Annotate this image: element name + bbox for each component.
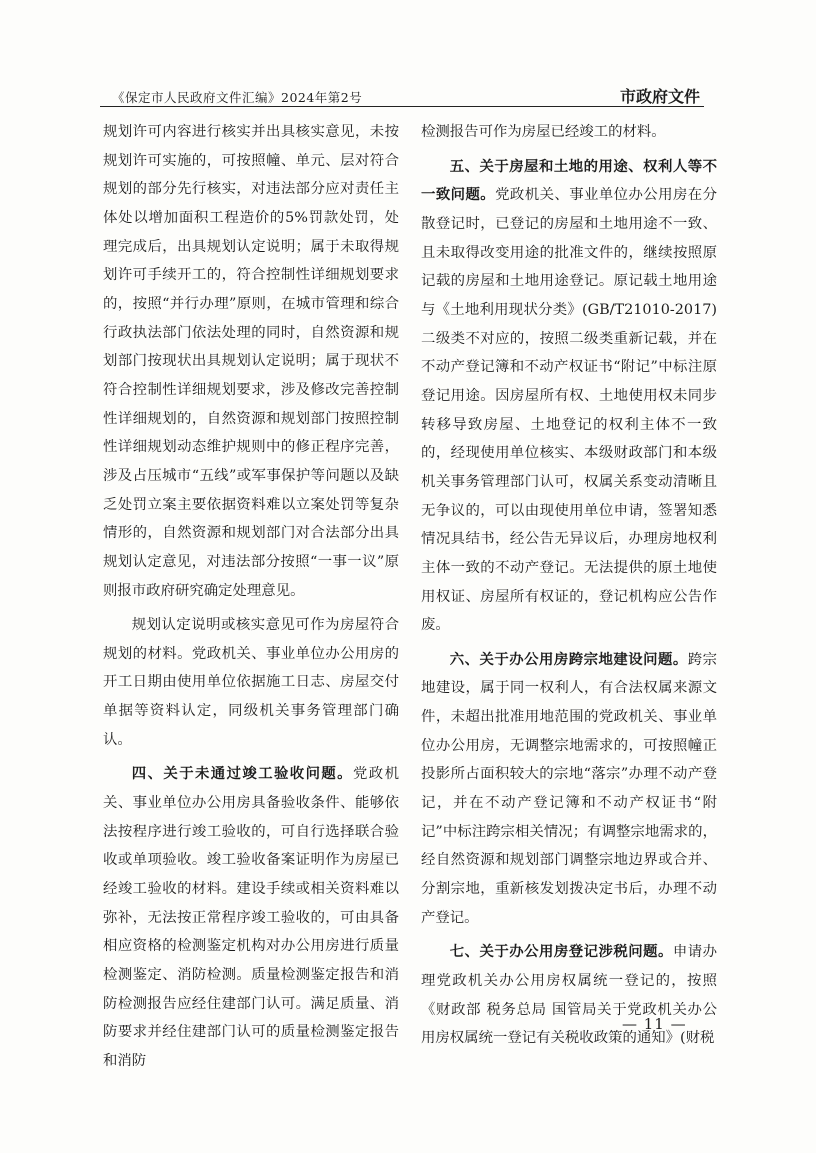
publication-title: 《保定市人民政府文件汇编》2024年第2号 — [112, 90, 363, 105]
paragraph: 规划许可内容进行核实并出具核实意见，未按规划许可实施的，可按照幢、单元、层对符合规划的部分先行核实，对违法部分应对责任主体处以增加面积工程造价的5%罚款处罚，处理完成后，出具规划认定说明；属于未取得规划许可手续开工的，符合控制性详细规划要求的，按照“并行办理”原则，在城市管理和综合行政执法部门依法处理的同时，自然资源和规划部门按现状出具规划认定说明；属于现状不符合控制性详细规划要求，涉及修改完善控制性详细规划的，自然资源和规划部门按照控制性详细规划动态维护规则中的修正程序完善，涉及占压城市“五线”或军事保护等问题以及缺乏处罚立案主要依据资料难以立案处罚等复杂情形的，自然资源和规划部门对合法部分出具规划认定意见，对违法部分按照“一事一议”原则报市政府研究确定处理意见。 — [103, 124, 399, 599]
section-label: 市政府文件 — [619, 87, 700, 106]
paragraph-body: 申请办理党政机关办公用房权属统一登记的，按照《财政部 税务总局 国管局关于党政机关办公用房权属统一登记有关税收政策的通知》(财税 — [421, 944, 717, 1047]
paragraph: 检测报告可作为房屋已经竣工的材料。 — [421, 124, 666, 140]
paragraph-body: 党政机关、事业单位办公用房在分散登记时，已登记的房屋和土地用途不一致、且未取得改变用途的批准文件的，继续按照原记载的房屋和土地用途登记。原记载土地用途与《土地利用现状分类》(GB/T21010-2017)二级类不对应的，按照二级类重新记载，并在不动产登记簿和不动产权证书“附记”中标注原登记用途。因房屋所有权、土地使用权未同步转移导致房屋、土地登记的权利主体不一致的，经现使用单位核实、本级财政部门和本级机关事务管理部门认可，权属关系变动清晰且无争议的，可以由现使用单位申请，签署知悉情况具结书，经公告无异议后，办理房地权利主体一致的不动产登记。无法提供的原土地使用权证、房屋所有权证的，登记机构应公告作废。 — [421, 187, 717, 634]
header-divider — [100, 106, 704, 107]
section-heading: 六、关于办公用房跨宗地建设问题。 — [449, 650, 688, 668]
paragraph — [421, 646, 717, 933]
paragraph — [421, 153, 717, 640]
left-column — [103, 118, 399, 1076]
paragraph: 规划认定说明或核实意见可作为房屋符合规划的材料。党政机关、事业单位办公用房的开工日期由使用单位依据施工日志、房屋交付单据等资料认定，同级机关事务管理部门确认。 — [103, 617, 399, 748]
paragraph-body: 党政机关、事业单位办公用房具备验收条件、能够依法按程序进行竣工验收的，可自行选择联合验收或单项验收。竣工验收备案证明作为房屋已经竣工验收的材料。建设手续或相关资料难以弥补，无法按正常程序竣工验收的，可由具备相应资格的检测鉴定机构对办公用房进行质量检测鉴定、消防检测。质量检测鉴定报告和消防检测报告应经住建部门认可。满足质量、消防要求并经住建部门认可的质量检测鉴定报告和消防 — [103, 766, 399, 1069]
paragraph-body: 跨宗地建设，属于同一权利人，有合法权属来源文件，未超出批准用地范围的党政机关、事业单位办公用房，无调整宗地需求的，可按照幢正投影所占面积较大的宗地“落宗”办理不动产登记，并在不动产登记簿和不动产权证书“附记”中标注跨宗相关情况；有调整宗地需求的，经自然资源和规划部门调整宗地边界或合并、分割宗地，重新核发划拨决定书后，办理不动产登记。 — [421, 651, 717, 926]
paragraph — [421, 938, 717, 1053]
page-number: — 11 — — [622, 1015, 687, 1033]
right-column — [421, 118, 717, 1053]
section-heading: 七、关于办公用房登记涉税问题。 — [449, 943, 673, 961]
section-heading: 四、关于未通过竣工验收问题。 — [131, 765, 353, 783]
paragraph — [103, 760, 399, 1075]
section-heading: 五、关于房屋和土地的用途、权利人等不一致问题。 — [421, 157, 717, 204]
